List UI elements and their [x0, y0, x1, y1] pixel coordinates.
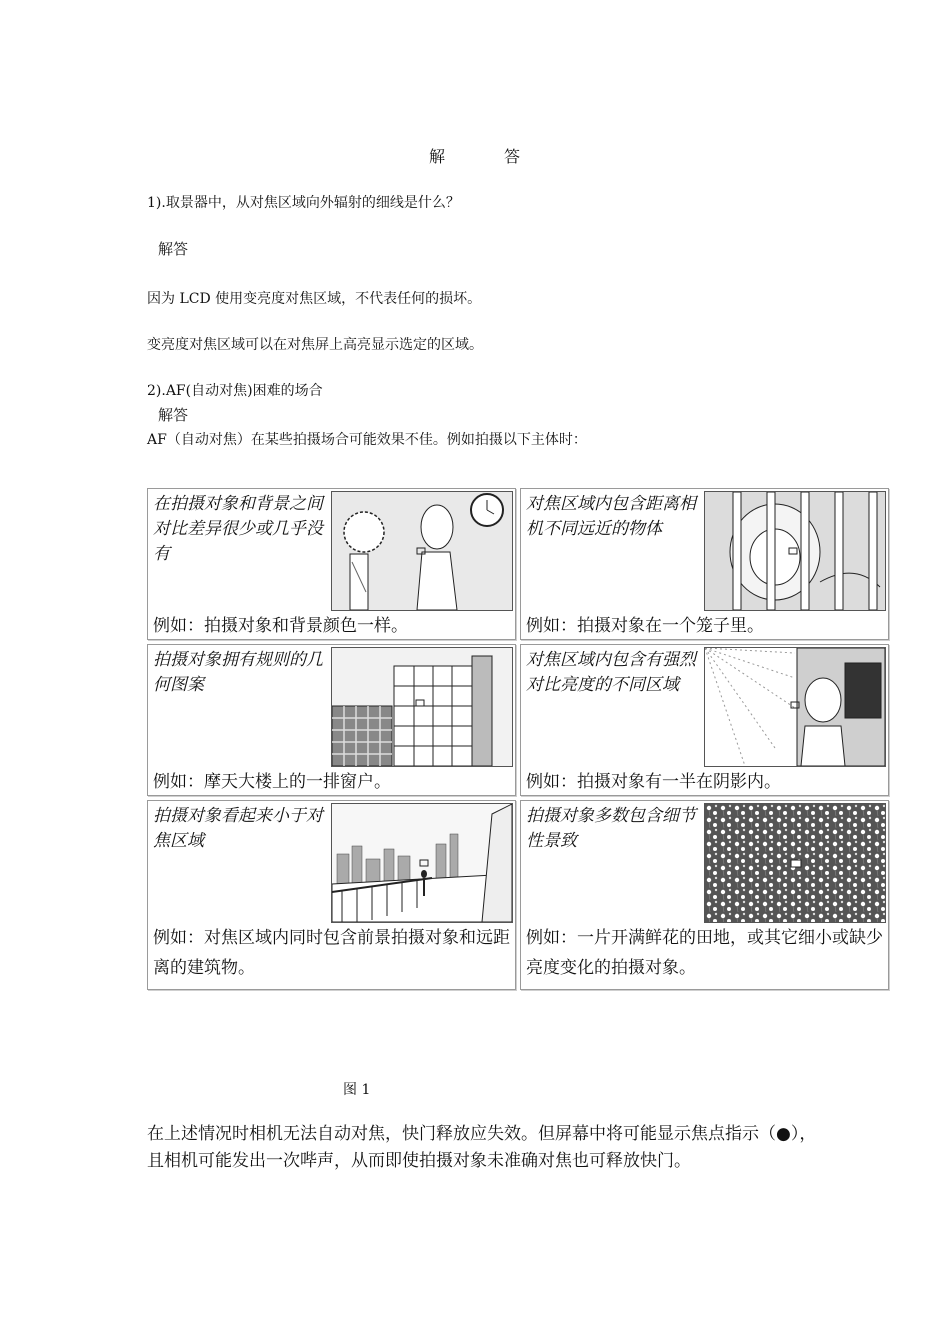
- case-fine-detail: [520, 800, 889, 990]
- illustration-skyscraper-windows: [331, 647, 513, 767]
- case-low-contrast: [147, 488, 516, 640]
- illustration-woman-half-shadow: [704, 647, 886, 767]
- case-geometric-pattern: [147, 644, 516, 796]
- case-small-subject: [147, 800, 516, 990]
- case-example: 例如：拍摄对象有一半在阴影内。: [526, 772, 781, 792]
- answer-2-intro: AF（自动对焦）在某些拍摄场合可能效果不佳。例如拍摄以下主体时：: [147, 432, 587, 448]
- case-title: 拍摄对象拥有规则的几何图案: [153, 650, 323, 695]
- woman-half-shadow-drawing: [705, 648, 885, 766]
- case-different-distances: [520, 488, 889, 640]
- illustration-woman-with-clock: [331, 491, 513, 611]
- title-char-2: 答: [504, 147, 522, 166]
- illustration-flower-field: [704, 803, 886, 923]
- case-title: 拍摄对象看起来小于对焦区域: [153, 806, 323, 851]
- illustration-lion-in-cage: [704, 491, 886, 611]
- page-title: [0, 144, 950, 167]
- skyscraper-windows-drawing: [332, 648, 512, 766]
- question-2: 2).AF(自动对焦)困难的场合: [147, 383, 323, 399]
- figure-caption: 图 1: [343, 1082, 371, 1098]
- case-example: 例如：摩天大楼上的一排窗户。: [153, 772, 391, 792]
- case-title: 在拍摄对象和背景之间对比差异很少或几乎没有: [153, 494, 323, 564]
- flower-field-drawing: [705, 804, 885, 922]
- case-title: 对焦区域内包含距离相机不同远近的物体: [526, 494, 696, 539]
- closing-paragraph: 在上述情况时相机无法自动对焦，快门释放应失效。但屏幕中将可能显示焦点指示（●），且相机可能发出一次哔声，从而即使拍摄对象未准确对焦也可释放快门。: [147, 1124, 817, 1171]
- case-example: 例如：一片开满鲜花的田地，或其它细小或缺少亮度变化的拍摄对象。: [526, 928, 883, 978]
- case-strong-contrast: [520, 644, 889, 796]
- lion-in-cage-drawing: [705, 492, 885, 610]
- answer-1-line-2: 变亮度对焦区域可以在对焦屏上高亮显示选定的区域。: [147, 337, 483, 353]
- woman-with-clock-drawing: [332, 492, 512, 610]
- case-example: 例如：拍摄对象在一个笼子里。: [526, 616, 764, 636]
- case-title: 拍摄对象多数包含细节性景致: [526, 806, 696, 851]
- illustration-person-on-bridge: [331, 803, 513, 923]
- answer-1-line-1: 因为 LCD 使用变亮度对焦区域，不代表任何的损坏。: [147, 291, 482, 307]
- case-example: 例如：对焦区域内同时包含前景拍摄对象和远距离的建筑物。: [153, 928, 510, 978]
- case-example: 例如：拍摄对象和背景颜色一样。: [153, 616, 408, 636]
- case-title: 对焦区域内包含有强烈对比亮度的不同区域: [526, 650, 696, 695]
- figure-af-difficult-cases: [147, 488, 889, 988]
- title-char-1: 解: [428, 147, 446, 166]
- answer-label-2: 解答: [158, 406, 189, 424]
- person-on-bridge-drawing: [332, 804, 512, 922]
- answer-label-1: 解答: [158, 240, 189, 258]
- question-1: 1).取景器中，从对焦区域向外辐射的细线是什么？: [147, 195, 460, 211]
